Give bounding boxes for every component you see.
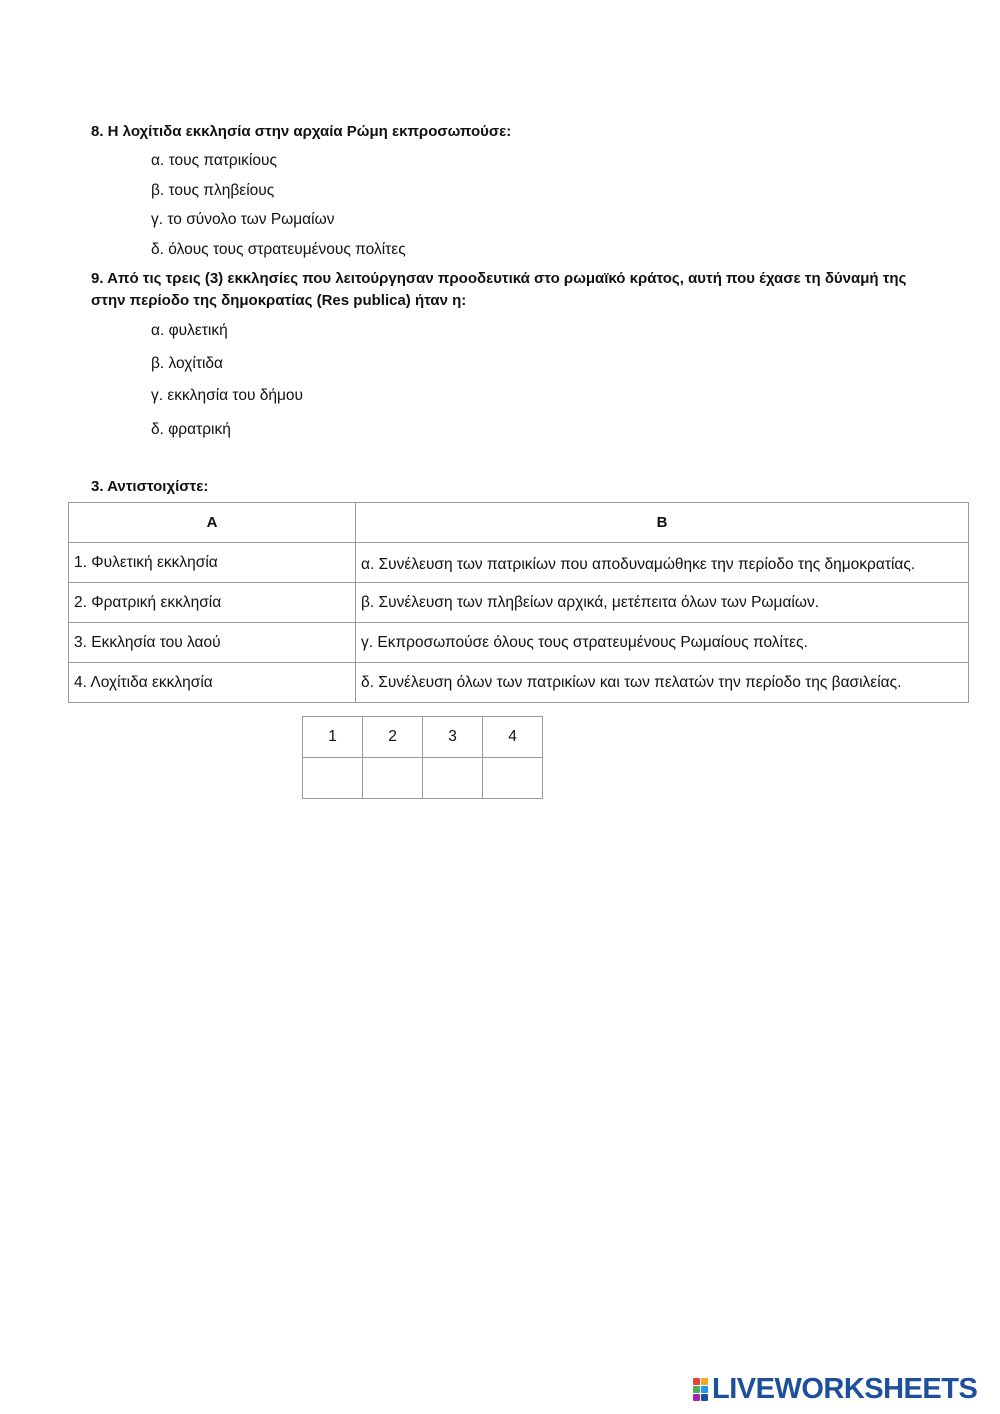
q9-option-c[interactable]: γ. εκκλησία του δήμου xyxy=(151,387,304,404)
q8-option-a[interactable]: α. τους πατρικίους xyxy=(151,152,277,169)
answer-header-3: 3 xyxy=(423,717,483,758)
matching-cell-b: δ. Συνέλευση όλων των πατρικίων και των πελατών την περίοδο της βασιλείας. xyxy=(356,663,969,703)
question-9-title: 9. Από τις τρεις (3) εκκλησίες που λειτούργησαν προοδευτικά στο ρωμαϊκό κράτος, αυτή που έχασε τη δύναμή της στην περίοδο της δημοκρατίας (Res publica) ήταν η: xyxy=(91,270,907,309)
matching-cell-a: 2. Φρατρική εκκλησία xyxy=(69,583,356,623)
matching-table xyxy=(68,502,969,703)
table-row xyxy=(69,623,969,663)
table-row xyxy=(69,543,969,583)
answer-input-4[interactable] xyxy=(483,758,543,799)
table-row xyxy=(69,663,969,703)
logo-square xyxy=(701,1378,708,1385)
liveworksheets-logo xyxy=(693,1374,977,1404)
answer-input-row xyxy=(303,758,543,799)
matching-cell-a: 3. Εκκλησία του λαού xyxy=(69,623,356,663)
answer-input-3[interactable] xyxy=(423,758,483,799)
q9-option-a[interactable]: α. φυλετική xyxy=(151,322,228,339)
answer-grid xyxy=(302,716,543,799)
question-3-title: 3. Αντιστοιχίστε: xyxy=(91,478,209,495)
answer-header-4: 4 xyxy=(483,717,543,758)
q9-option-b[interactable]: β. λοχίτιδα xyxy=(151,355,223,372)
logo-square xyxy=(693,1386,700,1393)
q9-option-d[interactable]: δ. φρατρική xyxy=(151,421,231,438)
column-b-header: Β xyxy=(356,503,969,543)
answer-input-2[interactable] xyxy=(363,758,423,799)
answer-input-1[interactable] xyxy=(303,758,363,799)
q8-option-d[interactable]: δ. όλους τους στρατευμένους πολίτες xyxy=(151,241,406,258)
liveworksheets-mark-icon xyxy=(693,1378,708,1401)
logo-square xyxy=(701,1386,708,1393)
logo-square xyxy=(693,1378,700,1385)
logo-text: LIVEWORKSHEETS xyxy=(712,1373,978,1405)
matching-cell-a: 4. Λοχίτιδα εκκλησία xyxy=(69,663,356,703)
answer-header-1: 1 xyxy=(303,717,363,758)
answer-header-row xyxy=(303,717,543,758)
matching-cell-b: β. Συνέλευση των πληβείων αρχικά, μετέπειτα όλων των Ρωμαίων. xyxy=(356,583,969,623)
matching-cell-a: 1. Φυλετική εκκλησία xyxy=(69,543,356,583)
matching-cell-b xyxy=(356,543,969,583)
q8-option-b[interactable]: β. τους πληβείους xyxy=(151,182,275,199)
question-8-title: 8. Η λοχίτιδα εκκλησία στην αρχαία Ρώμη εκπροσωπούσε: xyxy=(91,123,512,140)
logo-square xyxy=(701,1394,708,1401)
matching-cell-b: γ. Εκπροσωπούσε όλους τους στρατευμένους Ρωμαίους πολίτες. xyxy=(356,623,969,663)
column-a-header: Α xyxy=(69,503,356,543)
q8-option-c[interactable]: γ. το σύνολο των Ρωμαίων xyxy=(151,211,335,228)
table-row xyxy=(69,583,969,623)
logo-square xyxy=(693,1394,700,1401)
matching-header-row xyxy=(69,503,969,543)
matching-cell-b-text: α. Συνέλευση των πατρικίων που αποδυναμώθηκε την περίοδο της δημοκρατίας. xyxy=(361,555,916,572)
answer-header-2: 2 xyxy=(363,717,423,758)
